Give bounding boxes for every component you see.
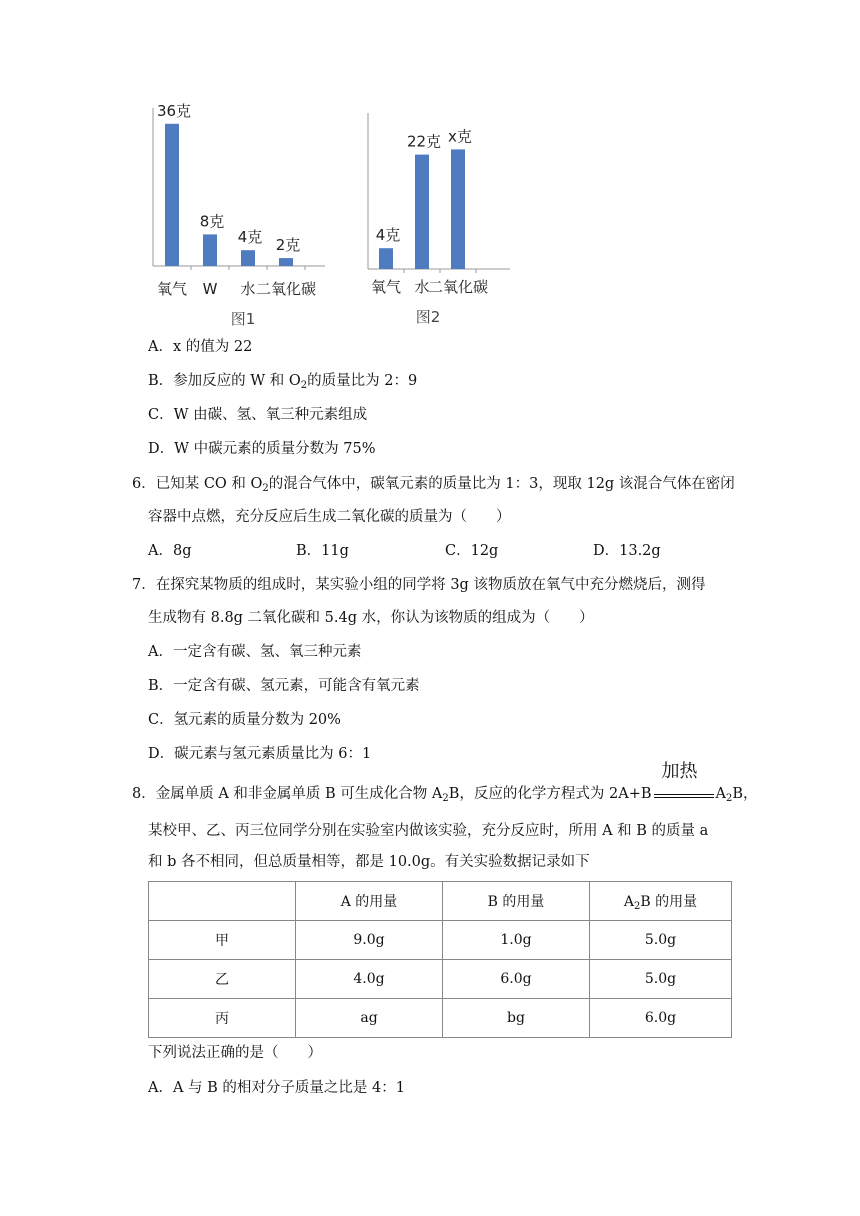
chart-figure-2 (355, 108, 515, 335)
bar-data-label: 4克 (375, 226, 401, 245)
experiment-data-table (148, 881, 732, 1038)
q7-option-d: D．碳元素与氢元素质量比为 6：1 (148, 746, 372, 762)
chart-figure-1 (140, 100, 340, 335)
table-cell: 甲 (149, 921, 296, 960)
q5-option-c: C．W 由碳、氢、氧三种元素组成 (148, 407, 368, 423)
table-header-row (149, 882, 732, 921)
q6-option-c: C．12g (445, 543, 499, 559)
q6-option-b: B．11g (296, 543, 349, 559)
q7-option-a: A．一定含有碳、氢、氧三种元素 (148, 644, 362, 660)
q6-option-d: D．13.2g (593, 543, 661, 559)
bar-1 (203, 234, 217, 266)
table-cell: 6.0g (443, 960, 590, 999)
q7-stem-line2: 生成物有 8.8g 二氧化碳和 5.4g 水，你认为该物质的组成为（ ） (148, 610, 594, 626)
bar-2 (451, 149, 465, 269)
x-tick-label: W (202, 280, 218, 298)
table-cell: 5.0g (590, 960, 732, 999)
q8-question: 下列说法正确的是（ ） (148, 1045, 322, 1061)
q8-stem-line2: 某校甲、乙、丙三位同学分别在实验室内做该实验，充分反应时，所用 A 和 B 的质量 a (148, 823, 709, 839)
table-header-a2b: $A_2B$ 的用量 (623, 894, 698, 912)
bar-data-label: 8克 (199, 212, 225, 231)
x-tick-label: 氧气 (156, 280, 188, 298)
table-cell: 1.0g (443, 921, 590, 960)
table-row (149, 999, 732, 1038)
q6-stem-line1: 6．已知某 CO 和 $O_2$的混合气体中，碳氧元素的质量比为 1：3，现取 12g 该混合气体在密闭 (132, 476, 735, 494)
q7-option-b: B．一定含有碳、氢元素，可能含有氧元素 (148, 678, 420, 694)
x-tick-label: 水 (414, 278, 430, 296)
x-tick-label: 水 (240, 280, 256, 298)
bar-data-label: 22克 (406, 132, 442, 151)
heating-condition-label: 加热 (661, 761, 698, 782)
q5-option-d: D．W 中碳元素的质量分数为 75% (148, 441, 376, 457)
q7-stem-line1: 7．在探究某物质的组成时，某实验小组的同学将 3g 该物质放在氧气中充分燃烧后，测得 (132, 577, 706, 593)
bar-0 (379, 248, 393, 269)
q8-stem-line1: 8．金属单质 A 和非金属单质 B 可生成化合物 $A_2B$，反应的化学方程式为 2A+B 加热 $A_2B$， (132, 761, 758, 804)
table-cell: ag (296, 999, 443, 1038)
q5-option-a: A．x 的值为 22 (148, 339, 253, 355)
table-cell: 乙 (149, 960, 296, 999)
bar-data-label: 2克 (275, 236, 301, 255)
table-cell: 9.0g (296, 921, 443, 960)
bar-data-label: 36克 (156, 101, 192, 120)
bar-data-label: x克 (448, 127, 472, 146)
q7-option-c: C．氢元素的质量分数为 20% (148, 712, 341, 728)
bar-2 (241, 250, 255, 266)
table-row (149, 960, 732, 999)
table-header-cell (590, 882, 732, 921)
bar-data-label: 4克 (237, 228, 263, 247)
table-row (149, 921, 732, 960)
table-header-cell (149, 882, 296, 921)
bar-0 (165, 124, 179, 266)
q5-option-b: B．参加反应的 W 和 $O_2$的质量比为 2：9 (148, 373, 418, 391)
table-cell: bg (443, 999, 590, 1038)
x-tick-label: 二氧化碳 (427, 278, 489, 296)
q6-stem-line2: 容器中点燃，充分反应后生成二氧化碳的质量为（ ） (148, 509, 511, 525)
table-header-cell: B 的用量 (443, 882, 590, 921)
q8-option-a: A．A 与 B 的相对分子质量之比是 4：1 (148, 1080, 405, 1096)
figure-caption: 图1 (230, 310, 256, 328)
figure-caption: 图2 (415, 308, 441, 326)
table-cell: 4.0g (296, 960, 443, 999)
table-header-cell: A 的用量 (296, 882, 443, 921)
x-tick-label: 二氧化碳 (255, 280, 317, 298)
bar-3 (279, 258, 293, 266)
bar-1 (415, 155, 429, 269)
table-cell: 5.0g (590, 921, 732, 960)
x-tick-label: 氧气 (370, 278, 402, 296)
q6-option-a: A．8g (148, 543, 192, 559)
reaction-condition-arrow (652, 761, 716, 804)
q8-stem-line3: 和 b 各不相同，但总质量相等，都是 10.0g。有关实验数据记录如下 (148, 854, 590, 870)
table-cell: 6.0g (590, 999, 732, 1038)
table-cell: 丙 (149, 999, 296, 1038)
